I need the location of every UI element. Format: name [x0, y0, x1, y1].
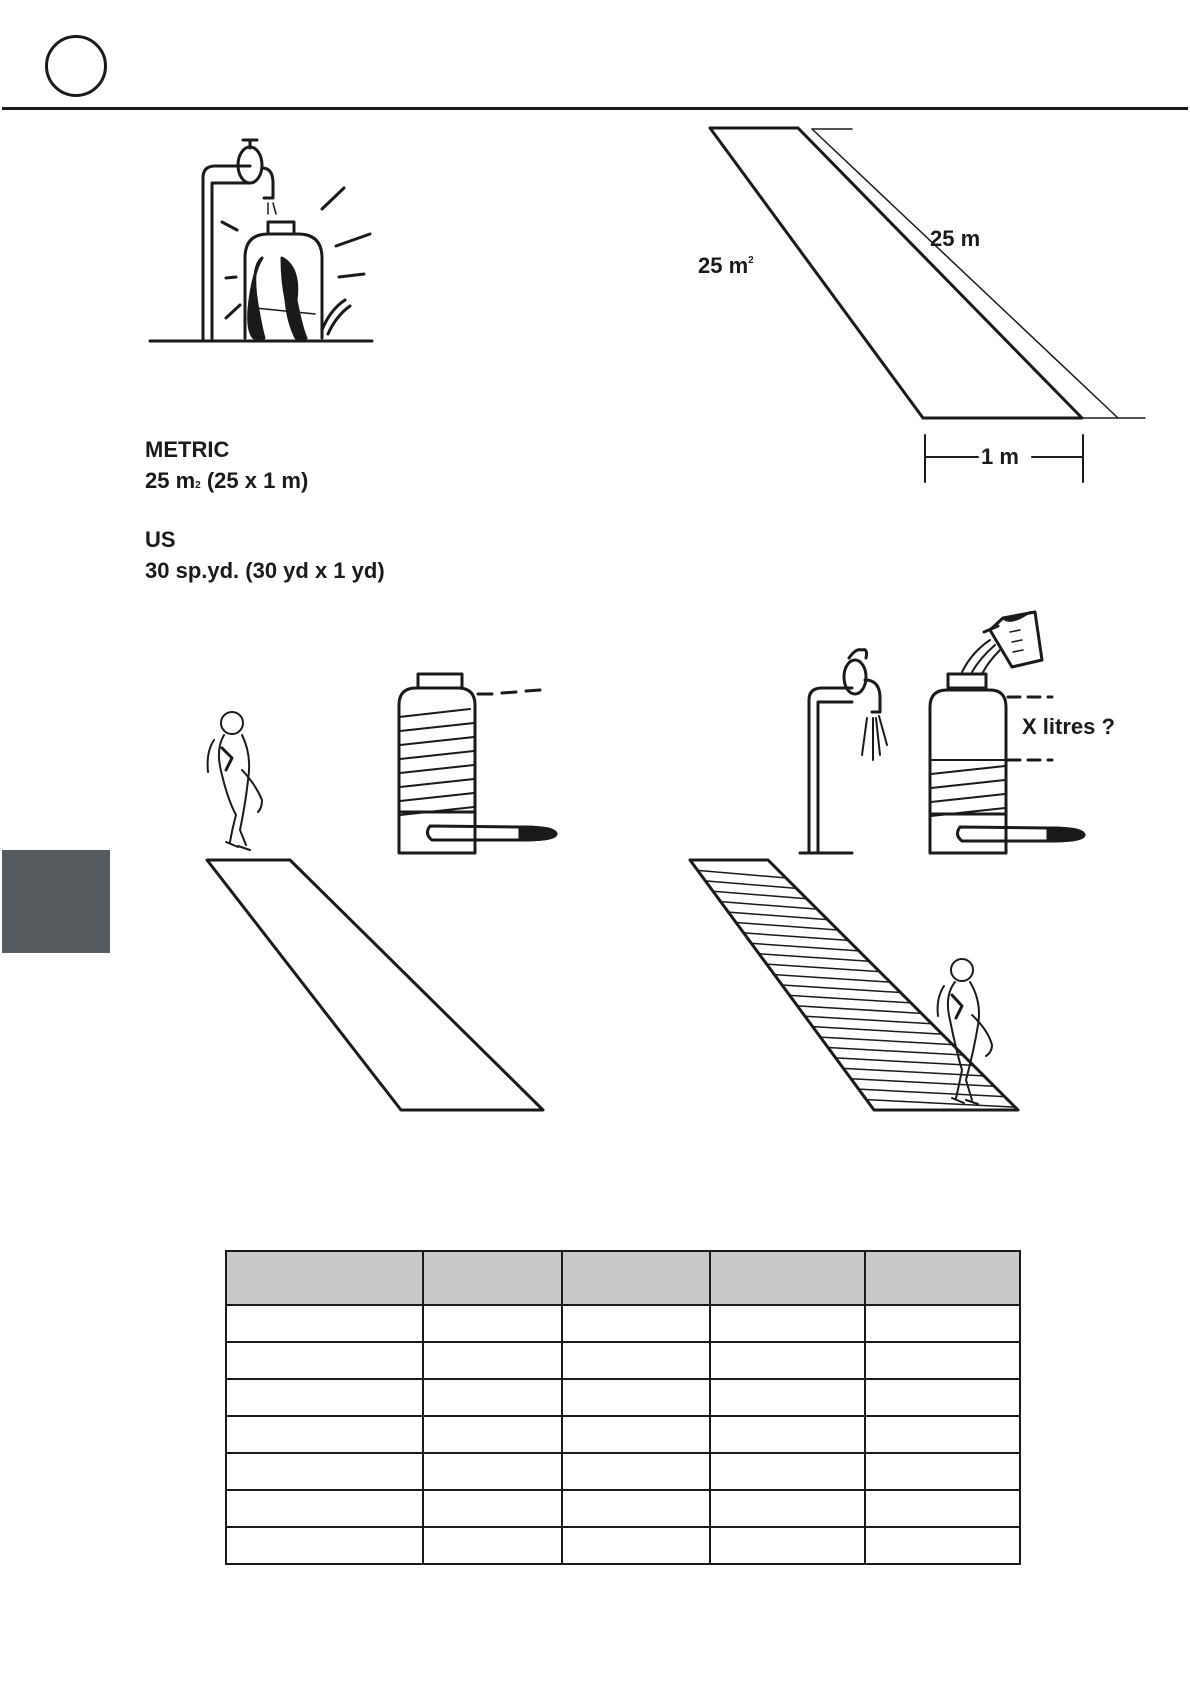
- table-cell: [562, 1379, 710, 1416]
- table-header-row: [226, 1251, 1020, 1305]
- table-cell: [710, 1453, 865, 1490]
- table-cell: [710, 1379, 865, 1416]
- width-label: 1 m: [981, 444, 1019, 469]
- table-row: [226, 1453, 1020, 1490]
- unsprayed-strip: [207, 860, 543, 1110]
- table-cell: [865, 1416, 1020, 1453]
- table-cell: [865, 1305, 1020, 1342]
- table-cell: [710, 1305, 865, 1342]
- table-cell: [865, 1342, 1020, 1379]
- table-header-cell: [562, 1251, 710, 1305]
- faucet-refill: [800, 650, 887, 853]
- length-label: 25 m: [930, 226, 981, 251]
- table-cell: [710, 1342, 865, 1379]
- table-cell: [562, 1416, 710, 1453]
- strip-dimension-diagram: [710, 128, 1145, 482]
- table-cell: [423, 1527, 562, 1564]
- table-cell: [562, 1342, 710, 1379]
- us-title: US: [145, 527, 176, 552]
- table-row: [226, 1305, 1020, 1342]
- operator-figure-end: [938, 959, 992, 1104]
- calibration-table: [225, 1250, 1021, 1565]
- table-row: [226, 1490, 1020, 1527]
- table-cell: [562, 1305, 710, 1342]
- table-cell: [423, 1379, 562, 1416]
- us-value: 30 sp.yd. (30 yd x 1 yd): [145, 558, 385, 583]
- table-cell: [562, 1527, 710, 1564]
- metric-value: 25 m2 (25 x 1 m): [145, 468, 309, 493]
- table-cell: [562, 1453, 710, 1490]
- table-row: [226, 1416, 1020, 1453]
- table-header-cell: [226, 1251, 423, 1305]
- sprayer-tank-full: [399, 674, 556, 853]
- table-cell: [865, 1490, 1020, 1527]
- table-cell: [865, 1453, 1020, 1490]
- table-cell: [423, 1416, 562, 1453]
- table-header-cell: [710, 1251, 865, 1305]
- table-cell: [423, 1490, 562, 1527]
- table-cell: [226, 1527, 423, 1564]
- table-cell: [226, 1379, 423, 1416]
- table-cell: [226, 1305, 423, 1342]
- operator-figure-start: [208, 712, 262, 850]
- table-row: [226, 1527, 1020, 1564]
- sprayer-tank-refilling: [930, 674, 1084, 853]
- table-cell: [710, 1490, 865, 1527]
- table-cell: [423, 1305, 562, 1342]
- table-row: [226, 1379, 1020, 1416]
- table-cell: [226, 1490, 423, 1527]
- measuring-jug: [962, 612, 1042, 674]
- table-cell: [226, 1342, 423, 1379]
- area-label: 25 $m^2$: [698, 253, 754, 278]
- fill-question-label: X litres ?: [1022, 714, 1115, 739]
- table-cell: [423, 1453, 562, 1490]
- table-cell: [865, 1379, 1020, 1416]
- table-cell: [710, 1416, 865, 1453]
- sprayer-filling-illustration: [150, 140, 372, 341]
- table-header-cell: [423, 1251, 562, 1305]
- table-cell: [562, 1490, 710, 1527]
- metric-title: METRIC: [145, 437, 230, 462]
- table-cell: [423, 1342, 562, 1379]
- table-header-cell: [865, 1251, 1020, 1305]
- table-cell: [865, 1527, 1020, 1564]
- table-cell: [226, 1416, 423, 1453]
- table-cell: [710, 1527, 865, 1564]
- table-row: [226, 1342, 1020, 1379]
- table-cell: [226, 1453, 423, 1490]
